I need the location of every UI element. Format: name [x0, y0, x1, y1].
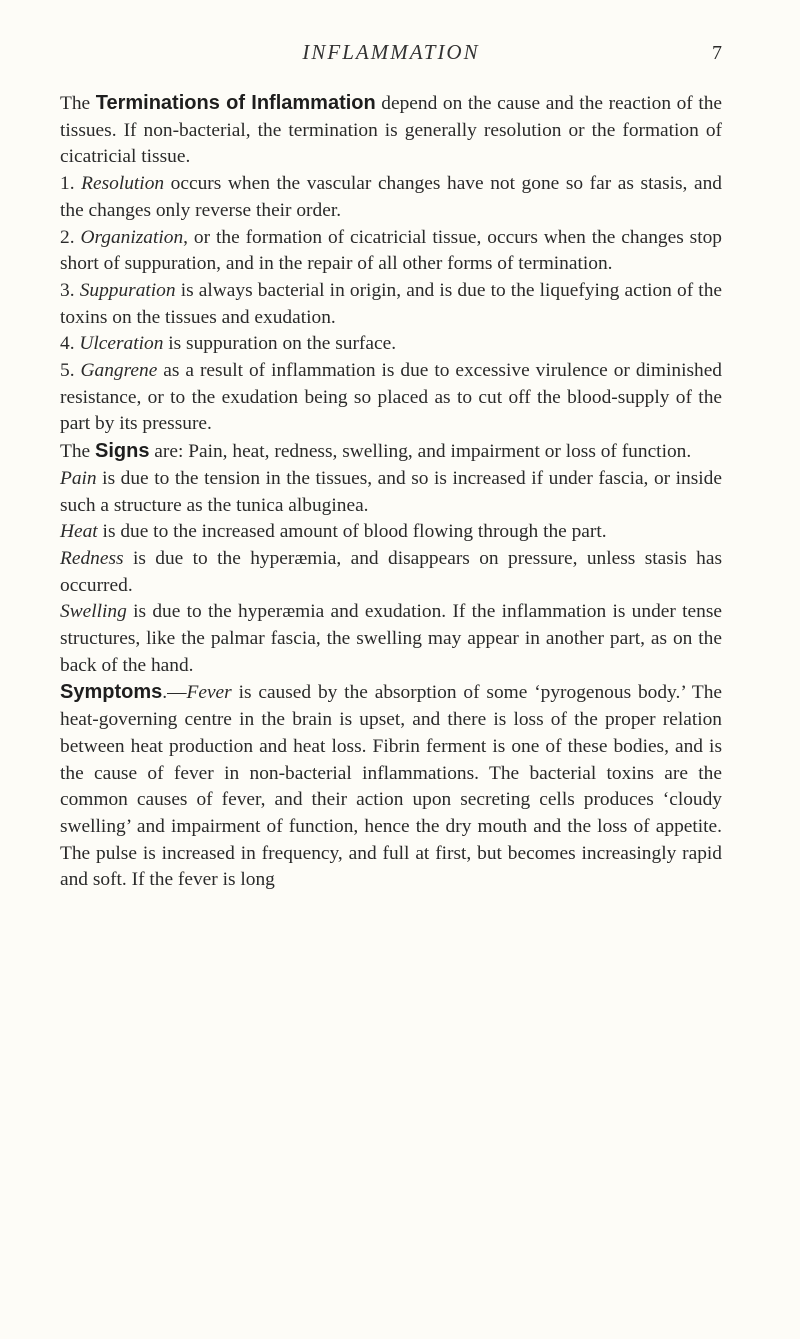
- list-item-resolution: [60, 171, 722, 224]
- page-header: [60, 40, 722, 70]
- term-resolution: Resolution: [81, 173, 165, 195]
- paragraph-terminations: [60, 90, 722, 171]
- paragraph-symptoms: [60, 679, 722, 894]
- term-suppuration: Suppuration: [79, 279, 176, 301]
- section-heading-symptoms: Symptoms: [60, 681, 163, 704]
- term-gangrene: Gangrene: [80, 360, 158, 382]
- section-heading-signs: Signs: [95, 440, 150, 463]
- paragraph-swelling: [60, 599, 722, 679]
- paragraph-text: as a result of inflammation is due to excessive virulence or diminished resistance, or to the exudation being so placed as to cut off the blood-supply of the part by its pressure.: [60, 360, 722, 435]
- item-number: 5.: [60, 360, 81, 382]
- lead-text: The: [60, 441, 95, 463]
- paragraph-pain: [60, 466, 722, 519]
- paragraph-text: is due to the hyperæmia and exudation. If the inflammation is under tense structures, like the palmar fascia, the swelling may appear in another part, as on the back of the hand.: [60, 601, 722, 676]
- term-swelling: Swelling: [60, 601, 127, 623]
- item-number: 4.: [60, 333, 80, 355]
- list-item-ulceration: [60, 331, 722, 358]
- term-redness: Redness: [60, 547, 124, 569]
- page-body: [60, 90, 722, 894]
- list-item-gangrene: [60, 358, 722, 438]
- item-number: 2.: [60, 226, 81, 248]
- item-number: 1.: [60, 173, 82, 195]
- paragraph-text: is suppuration on the surface.: [163, 333, 397, 355]
- lead-text: The: [60, 93, 96, 114]
- section-heading-terminations: Terminations of Inflammation: [95, 92, 376, 114]
- list-item-organization: [60, 225, 722, 278]
- paragraph-heat: [60, 519, 722, 546]
- term-organization: Organization: [80, 226, 184, 248]
- running-head: INFLAMMATION: [302, 40, 480, 64]
- paragraph-text: is always bacterial in origin, and is due to the liquefying action of the toxins on the tissues and exudation.: [60, 279, 722, 328]
- heading-dash: .—: [162, 682, 187, 704]
- paragraph-text: is caused by the absorption of some ‘pyrogenous body.’ The heat-governing centre in the brain is upset, and there is loss of the proper relation between heat production and heat loss. Fibrin ferment is one of these bodies, and is the cause of fever in non-bacterial inflammations. The bacterial toxins are the common causes of fever, and their action upon secreting cells produces ‘cloudy swelling’ and impairment of function, hence the dry mouth and the loss of appetite. The pulse is increased in frequency, and full at first, but becomes increasingly rapid and soft. If the fever is long: [60, 682, 722, 891]
- term-ulceration: Ulceration: [79, 333, 164, 355]
- paragraph-text: is due to the increased amount of blood flowing through the part.: [97, 521, 607, 543]
- paragraph-redness: [60, 546, 722, 599]
- paragraph-text: depend on the cause and the reaction of the tissues. If non-bacterial, the termination is generally resolution or the formation of cicatricial tissue.: [60, 93, 723, 168]
- list-item-suppuration: [60, 278, 722, 331]
- paragraph-signs: [60, 438, 722, 466]
- paragraph-text: occurs when the vascular changes have not gone so far as stasis, and the changes only reverse their order.: [60, 173, 722, 221]
- paragraph-text: is due to the hyperæmia, and disappears on pressure, unless stasis has occurred.: [60, 547, 722, 596]
- paragraph-text: , or the formation of cicatricial tissue, occurs when the changes stop short of suppuration, and in the repair of all other forms of termination.: [60, 226, 722, 275]
- term-pain: Pain: [60, 467, 97, 489]
- page-number: 7: [712, 42, 722, 64]
- term-heat: Heat: [60, 521, 98, 543]
- term-fever: Fever: [186, 682, 232, 704]
- item-number: 3.: [60, 279, 80, 301]
- paragraph-text: is due to the tension in the tissues, and so is increased if under fascia, or inside such a structure as the tunica albuginea.: [60, 467, 722, 516]
- paragraph-text: are: Pain, heat, redness, swelling, and impairment or loss of function.: [149, 441, 692, 463]
